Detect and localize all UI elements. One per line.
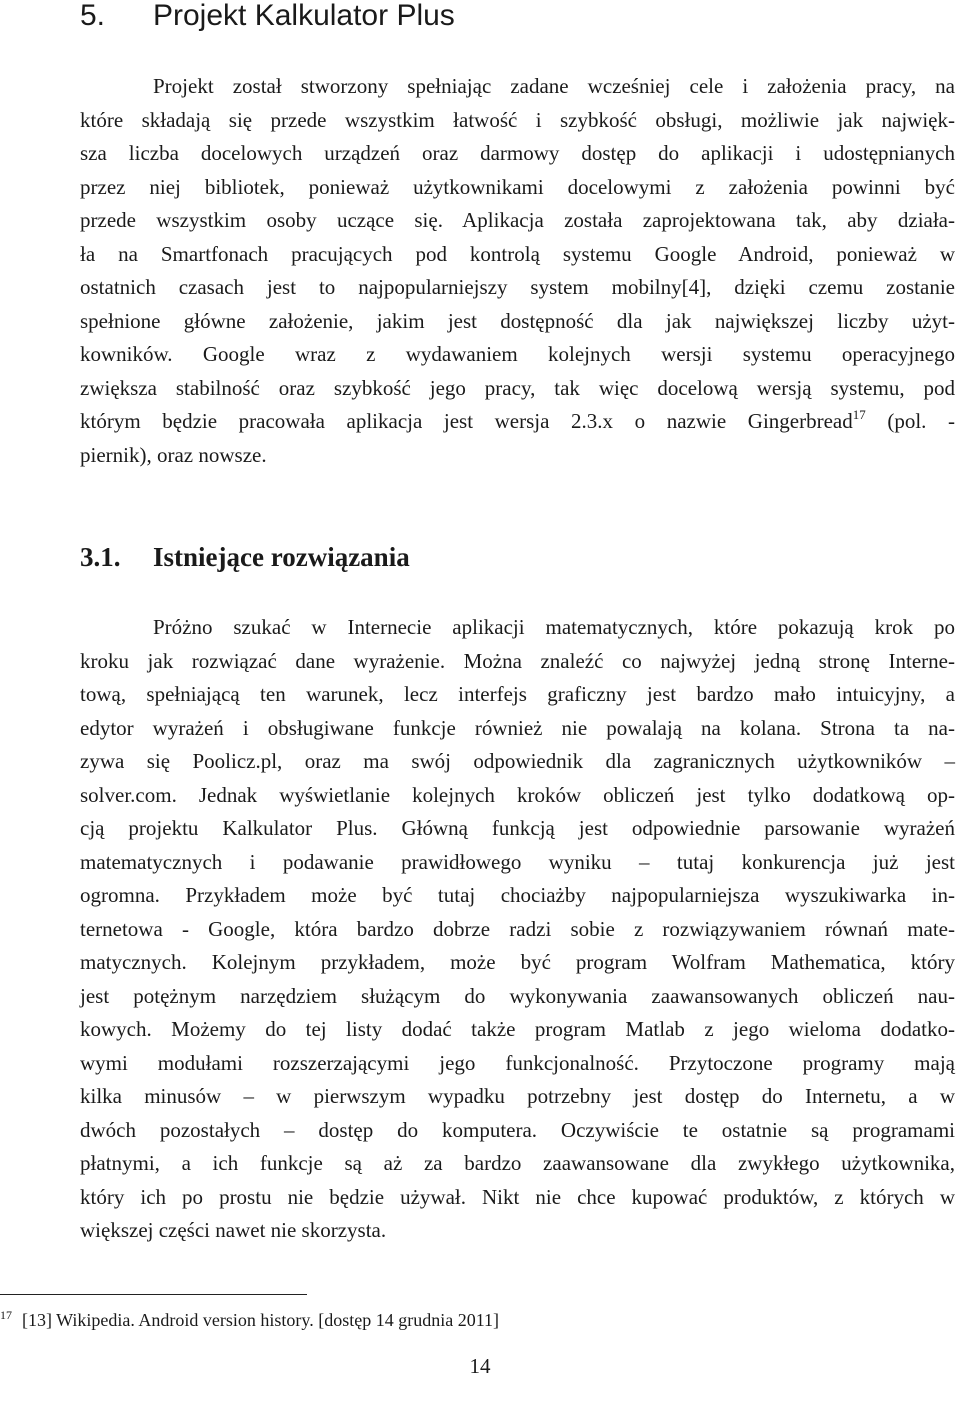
text-line: tową, spełniającą ten warunek, lecz interfejs graficzny jest bardzo mało intuicyjny, a: [80, 682, 955, 706]
text-line-with-footnote-ref: [80, 405, 955, 439]
text-line: który ich po prostu nie będzie używał. Nikt nie chce kupować produktów, z których w: [80, 1184, 955, 1209]
text-line: zywa się Poolicz.pl, oraz ma swój odpowiednik dla zagranicznych użytkowników –: [80, 749, 955, 773]
text-segment: (pol. -: [865, 409, 955, 433]
text-line: matycznych. Kolejnym przykładem, może być program Wolfram Mathematica, który: [80, 950, 955, 974]
text-line: ternetowa - Google, która bardzo dobrze radzi sobie z rozwiązywaniem równań mate-: [80, 916, 955, 941]
text-line: Próżno szukać w Internecie aplikacji matematycznych, które pokazują krok po: [153, 615, 955, 639]
text-line: większej części nawet nie skorzysta.: [80, 1218, 387, 1242]
text-line: Projekt został stworzony spełniając zadane wcześniej cele i założenia pracy, na: [153, 74, 955, 98]
chapter-title: Projekt Kalkulator Plus: [153, 0, 455, 32]
text-line: jest potężnym narzędziem służącym do wykonywania zaawansowanych obliczeń nau-: [80, 983, 955, 1008]
footnote: [0, 1308, 499, 1332]
text-line: ła na Smartfonach pracujących pod kontrolą systemu Google Android, ponieważ w: [80, 241, 955, 266]
paragraph-existing-solutions: [80, 611, 955, 1248]
section-number: 3.1.: [80, 542, 121, 572]
text-line: zwiększa stabilność oraz szybkość jego pracy, tak więc docelową wersją systemu, pod: [80, 375, 955, 400]
chapter-number: 5.: [80, 0, 106, 32]
footnote-mark: 17: [0, 1308, 12, 1322]
text-line: płatnymi, a ich funkcje są aż za bardzo zaawansowane dla zwykłego użytkownika,: [80, 1151, 955, 1175]
text-line: kowników. Google wraz z wydawaniem kolejnych wersji systemu operacyjnego: [80, 342, 955, 366]
footnote-reference[interactable]: 17: [852, 407, 866, 422]
section-title: Istniejące rozwiązania: [153, 542, 410, 572]
section-heading: [80, 539, 410, 575]
text-line: kowych. Możemy do tej listy dodać także program Matlab z jego wieloma dodatko-: [80, 1017, 955, 1041]
text-line: matematycznych i podawanie prawidłowego wyniku – tutaj konkurencja już jest: [80, 849, 955, 874]
chapter-heading: [80, 0, 455, 34]
text-line: przez niej bibliotek, ponieważ użytkownikami docelowymi z założenia powinni być: [80, 174, 955, 199]
text-line: przede wszystkim osoby uczące się. Aplikacja została zaprojektowana tak, aby działa-: [80, 208, 955, 232]
text-line: cją projektu Kalkulator Plus. Główną funkcją jest odpowiednie parsowanie wyrażeń: [80, 816, 955, 840]
text-line: ostatnich czasach jest to najpopularniejszy system mobilny[4], dzięki czemu zostanie: [80, 275, 955, 299]
footnote-text: [13] Wikipedia. Android version history. [dostęp 14 grudnia 2011]: [22, 1310, 500, 1330]
text-line: wymi modułami rozszerzającymi jego funkcjonalność. Przytoczone programy mają: [80, 1050, 955, 1075]
text-line: sza liczba docelowych urządzeń oraz darmowy dostęp do aplikacji i udostępnianych: [80, 141, 955, 165]
text-line: ogromna. Przykładem może być tutaj chociażby najpopularniejsza wyszukiwarka in-: [80, 883, 955, 907]
page-number: 14: [469, 1354, 491, 1378]
text-segment: którym będzie pracowała aplikacja jest wersja 2.3.x o nazwie Gingerbread: [80, 409, 853, 433]
text-line: kroku jak rozwiązać dane wyrażenie. Można znaleźć co najwyżej jedną stronę Interne-: [80, 648, 955, 673]
text-line: solver.com. Jednak wyświetlanie kolejnych kroków obliczeń jest tylko dodatkową op-: [80, 782, 955, 807]
text-line: spełnione główne założenie, jakim jest dostępność dla jak największej liczby użyt-: [80, 308, 955, 333]
text-line: dwóch pozostałych – dostęp do komputera. Oczywiście te ostatnie są programami: [80, 1117, 955, 1142]
text-line: edytor wyrażeń i obsługiwane funkcje również nie powalają na kolana. Strona ta na-: [80, 715, 955, 740]
text-line: które składają się przede wszystkim łatwość i szybkość obsługi, możliwie jak najwięk-: [80, 107, 955, 132]
text-line: piernik), oraz nowsze.: [80, 442, 267, 467]
text-line: kilka minusów – w pierwszym wypadku potrzebny jest dostęp do Internetu, a w: [80, 1084, 955, 1108]
footnote-divider: [0, 1294, 307, 1295]
paragraph-intro: [80, 70, 955, 472]
